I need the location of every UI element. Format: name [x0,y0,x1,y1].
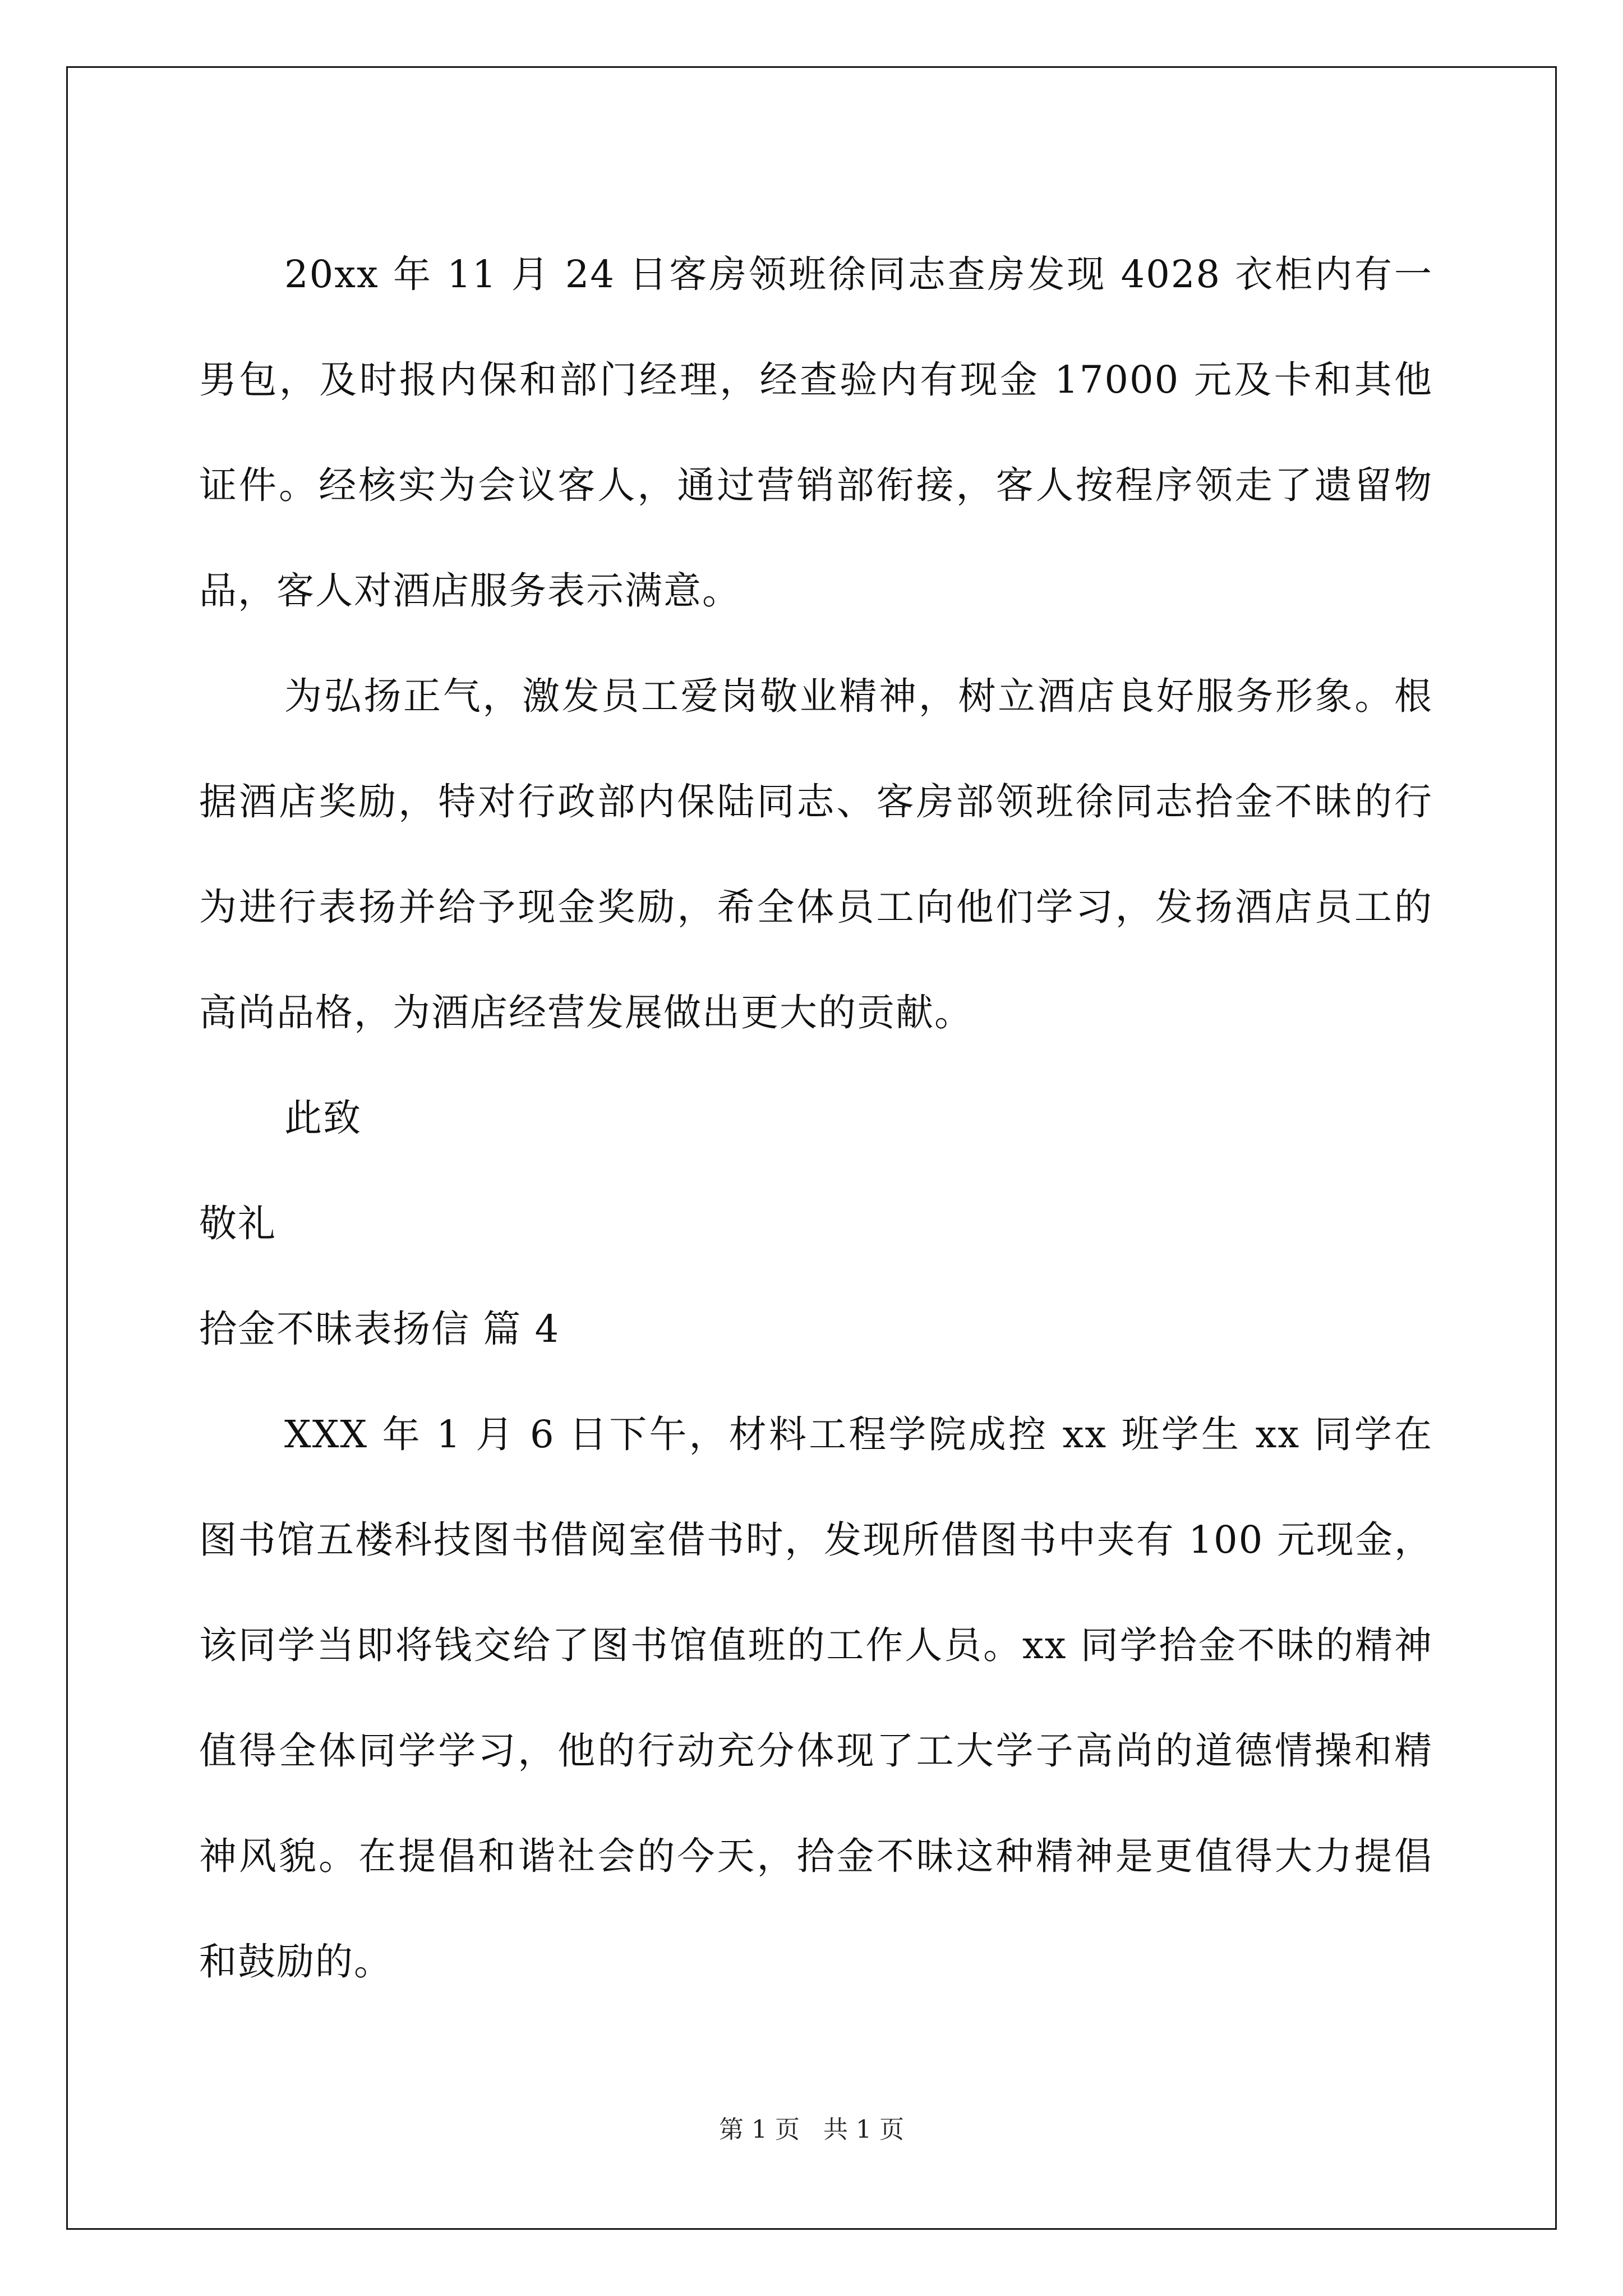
paragraph-incident-report: 20xx 年 11 月 24 日客房领班徐同志查房发现 4028 衣柜内有一男包，及时报内保和部门经理，经查验内有现金 17000 元及卡和其他证件。经核实为会议客人，通过营销部衔接，客人按程序领走了遗留物品，客人对酒店服务表示满意。 [199,252,1433,613]
section-heading: 拾金不昧表扬信 篇 4 [199,1307,560,1351]
document-body [199,222,1433,2014]
paragraph-commendation: 为弘扬正气，激发员工爱岗敬业精神，树立酒店良好服务形象。根据酒店奖励，特对行政部内保陆同志、客房部领班徐同志拾金不昧的行为进行表扬并给予现金奖励，希全体员工向他们学习，发扬酒店员工的高尚品格，为酒店经营发展做出更大的贡献。 [199,674,1433,1034]
page-footer: 第 1 页 共 1 页 [719,2115,904,2144]
paragraph-library-story: XXX 年 1 月 6 日下午，材料工程学院成控 xx 班学生 xx 同学在图书馆五楼科技图书借阅室借书时，发现所借图书中夹有 100 元现金，该同学当即将钱交给了图书馆值班的工作人员。xx 同学拾金不昧的精神值得全体同学学习，他的行动充分体现了工大学子高尚的道德情操和精神风貌。在提倡和谐社会的今天，拾金不昧这种精神是更值得大力提倡和鼓励的。 [199,1412,1433,1984]
closing-salutation: 此致 [284,1096,362,1140]
closing-regards: 敬礼 [199,1202,276,1245]
